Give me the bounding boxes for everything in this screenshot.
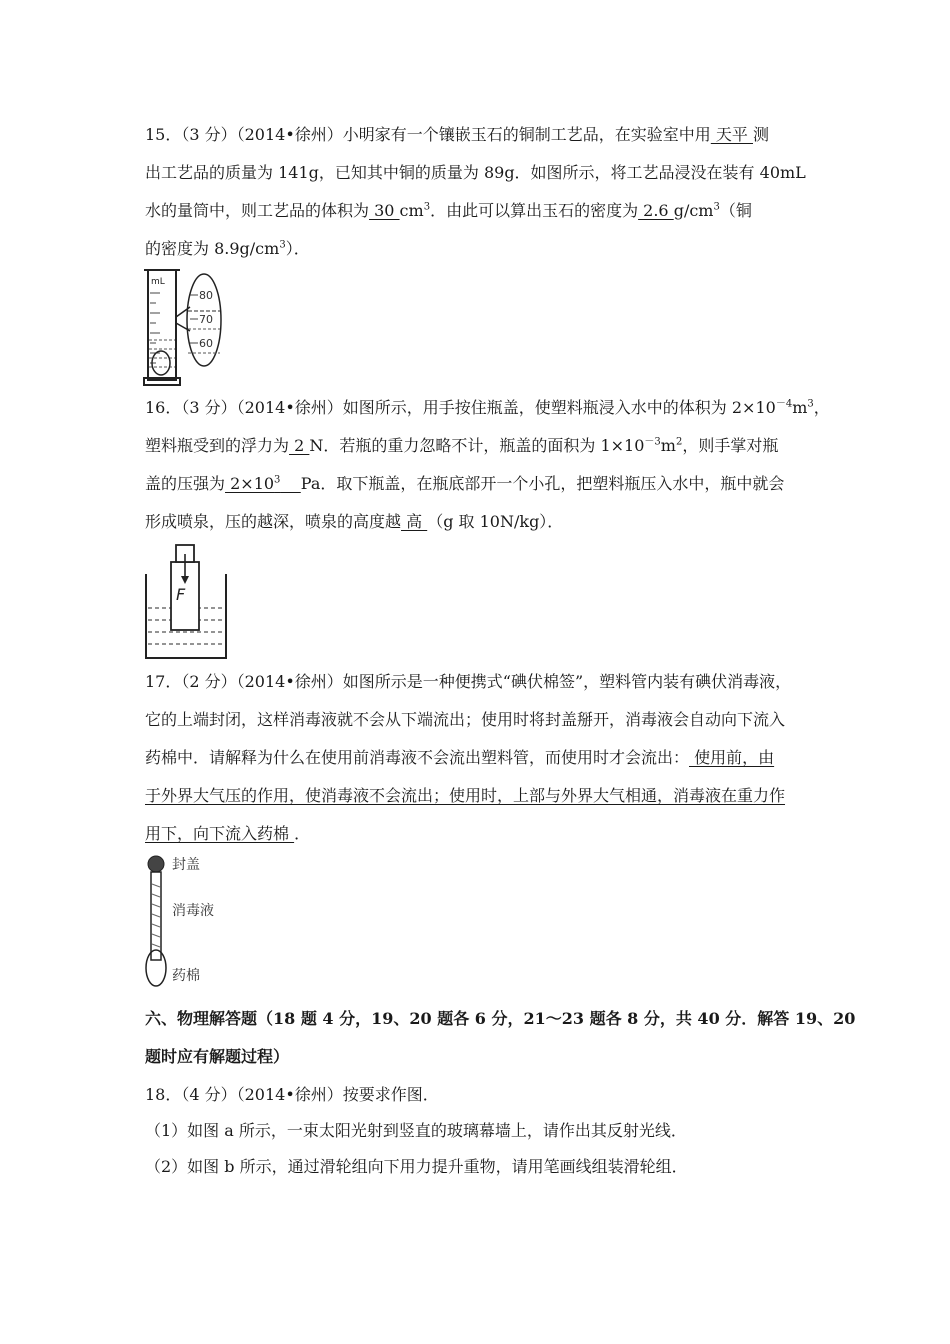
cap-label: 封盖 <box>172 857 200 873</box>
q15-answer-balance: 天平 <box>710 125 753 144</box>
q16-line-4: 形成喷泉，压的越深，喷泉的高度越 高 （g 取 10N/kg）． <box>145 512 564 531</box>
q15-answer-density: 2.6 <box>638 201 674 220</box>
cotton-label: 药棉 <box>172 968 200 984</box>
q15-line-4: 的密度为 $8.9g/cm^3$）． <box>145 239 310 258</box>
q15-line-2: 出工艺品的质量为 141g，已知其中铜的质量为 89g．如图所示，将工艺品浸没在装有 40mL <box>145 163 806 182</box>
q17-answer-start: 使用前，由 <box>689 748 775 767</box>
q16-answer-pressure: $2\times 10^3$ <box>225 474 281 493</box>
q17-line-2: 它的上端封闭，这样消毒液就不会从下端流出；使用时将封盖掰开，消毒液会自动向下流入 <box>145 710 786 729</box>
cylinder-unit-label: mL <box>151 277 165 287</box>
q17-line-5: 用下，向下流入药棉 ． <box>145 824 311 843</box>
q17-answer-end: 用下，向下流入药棉 <box>145 824 295 843</box>
q15-line-1: 15．（3 分）（2014•徐州）小明家有一个镶嵌玉石的铜制工艺品，在实验室中用 天平 测 <box>145 125 769 144</box>
q16-line-2: 塑料瓶受到的浮力为 2 N．若瓶的重力忽略不计，瓶盖的面积为 $1\times 10^{-3}m^2$，则手掌对瓶 <box>145 436 779 455</box>
q18-line-1: 18．（4 分）（2014•徐州）按要求作图． <box>145 1085 439 1104</box>
scale-label-60: 60 <box>199 337 213 350</box>
q18-part-1: （1）如图 a 所示，一束太阳光射到竖直的玻璃幕墙上，请作出其反射光线． <box>145 1121 687 1140</box>
q15-line-3: 水的量筒中，则工艺品的体积为 30 $cm^3$．由此可以算出玉石的密度为 2.6 $g/cm^3$（铜 <box>145 201 752 220</box>
q17-answer-line: 于外界大气压的作用，使消毒液不会流出；使用时，上部与外界大气相通，消毒液在重力作 <box>145 786 786 805</box>
force-label: F <box>176 585 186 604</box>
q16-line-3: 盖的压强为 $2\times 10^3$ Pa．取下瓶盖，在瓶底部开一个小孔，把塑料瓶压入水中，瓶中就会 <box>145 474 785 493</box>
q16-answer-height: 高 <box>401 512 428 531</box>
section6-heading-cont: 题时应有解题过程） <box>145 1047 290 1066</box>
liquid-label: 消毒液 <box>172 903 214 919</box>
q17-line-3: 药棉中．请解释为什么在使用前消毒液不会流出塑料管，而使用时才会流出： 使用前，由 <box>145 748 775 767</box>
q16-line-1: 16．（3 分）（2014•徐州）如图所示，用手按住瓶盖，使塑料瓶浸入水中的体积为 $2\times 10^{-4}m^3$， <box>145 398 830 417</box>
scale-label-80: 80 <box>199 289 213 302</box>
iodine-swab-figure <box>140 850 260 990</box>
q16-answer-buoyancy: 2 <box>289 436 310 455</box>
scale-label-70: 70 <box>199 313 213 326</box>
section6-heading: 六、物理解答题（18 题 4 分，19、20 题各 6 分，21～23 题各 8 分，共 40 分．解答 19、20 <box>145 1009 856 1028</box>
q15-answer-volume: 30 <box>369 201 400 220</box>
q17-line-1: 17．（2 分）（2014•徐州）如图所示是一种便携式“碘伏棉签”，塑料管内装有碘伏消毒液， <box>145 672 792 691</box>
graduated-cylinder-figure <box>140 265 230 390</box>
bottle-in-water-figure <box>142 540 232 665</box>
q18-part-2: （2）如图 b 所示，通过滑轮组向下用力提升重物，请用笔画线组装滑轮组． <box>145 1157 688 1176</box>
